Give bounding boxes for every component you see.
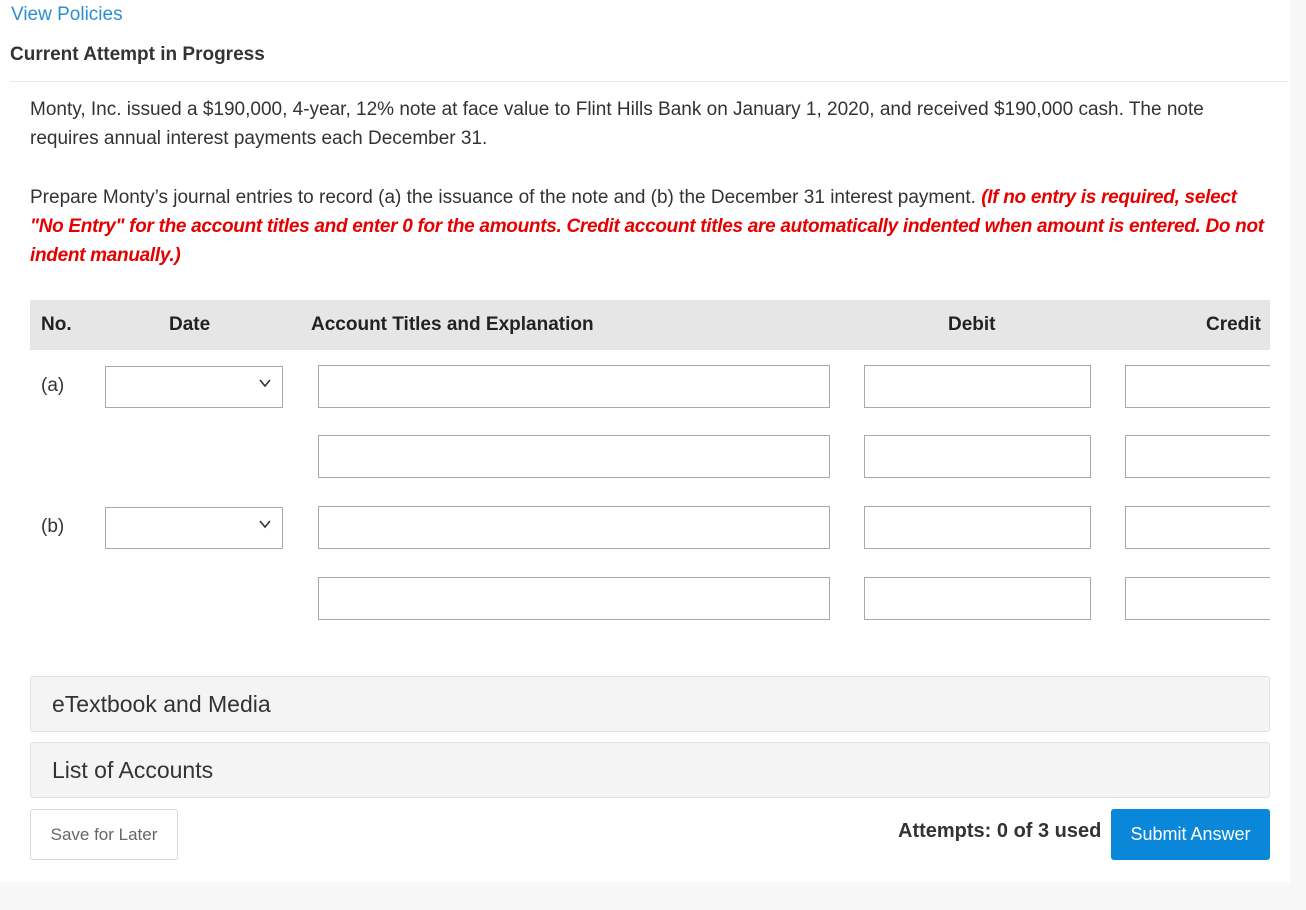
debit-input-b1[interactable] (864, 506, 1091, 549)
col-header-account: Account Titles and Explanation (311, 314, 594, 335)
account-title-input-a2[interactable] (318, 435, 830, 478)
etextbook-media-accordion[interactable] (30, 676, 1270, 732)
attempts-counter: Attempts: 0 of 3 used (898, 820, 1102, 842)
col-header-debit: Debit (948, 314, 996, 335)
col-header-credit: Credit (1206, 314, 1261, 335)
date-select-a[interactable] (105, 366, 283, 408)
problem-instructions (30, 183, 1270, 270)
credit-input-b2[interactable] (1125, 577, 1270, 620)
debit-input-a1[interactable] (864, 365, 1091, 408)
attempt-status-title: Current Attempt in Progress (10, 44, 265, 65)
chevron-down-icon (258, 376, 272, 390)
journal-table-header (30, 300, 1270, 350)
list-of-accounts-label: List of Accounts (52, 757, 214, 783)
chevron-down-icon (258, 517, 272, 531)
divider (10, 81, 1288, 82)
etextbook-media-label: eTextbook and Media (52, 691, 271, 717)
debit-input-b2[interactable] (864, 577, 1091, 620)
account-title-input-b2[interactable] (318, 577, 830, 620)
submit-answer-button[interactable]: Submit Answer (1111, 809, 1270, 860)
view-policies-link[interactable]: View Policies (11, 4, 123, 25)
credit-input-a2[interactable] (1125, 435, 1270, 478)
list-of-accounts-accordion[interactable] (30, 742, 1270, 798)
credit-input-a1[interactable] (1125, 365, 1270, 408)
problem-statement: Monty, Inc. issued a $190,000, 4-year, 12% note at face value to Flint Hills Bank on January 1, 2020, and received $190,000 cash. The note requires annual interest payments each December 31. (30, 99, 1204, 149)
row-label-a: (a) (41, 375, 65, 396)
instructions-text: Prepare Monty’s journal entries to record (a) the issuance of the note and (b) the December 31 interest payment. (30, 187, 982, 208)
account-title-input-a1[interactable] (318, 365, 830, 408)
instructions-note: (If no entry is required, select "No Entry" for the account titles and enter 0 for the amounts. Credit account titles are automatically indented when amount is entered. Do not indent manually.) (30, 187, 1264, 266)
col-header-no: No. (41, 314, 72, 335)
debit-input-a2[interactable] (864, 435, 1091, 478)
save-for-later-button[interactable]: Save for Later (30, 809, 178, 860)
date-select-b[interactable] (105, 507, 283, 549)
row-label-b: (b) (41, 516, 65, 537)
col-header-date: Date (169, 314, 211, 335)
account-title-input-b1[interactable] (318, 506, 830, 549)
credit-input-b1[interactable] (1125, 506, 1270, 549)
